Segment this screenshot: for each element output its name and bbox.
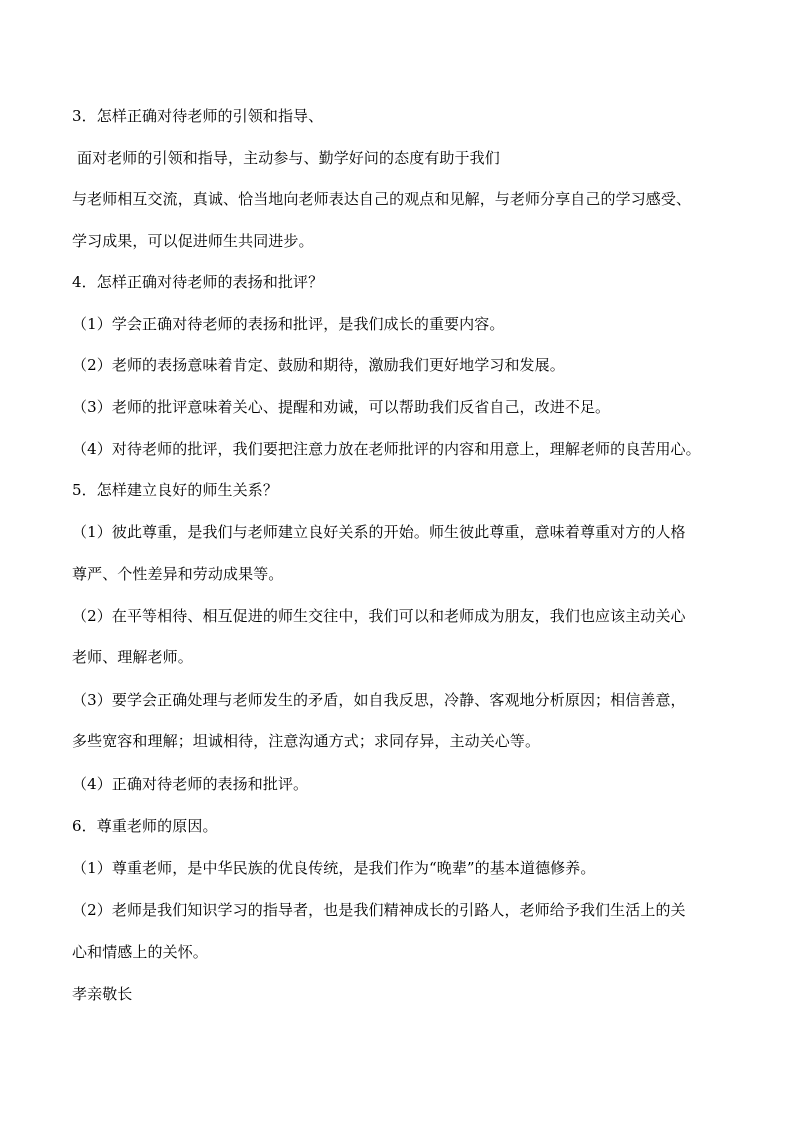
list-item: （1）尊重老师，是中华民族的优良传统，是我们作为“晚辈”的基本道德修养。 xyxy=(72,859,596,877)
list-item: （3）要学会正确处理与老师发生的矛盾，如自我反思，冷静、客观地分析原因；相信善意， xyxy=(72,691,686,709)
list-item: （1）学会正确对待老师的表扬和批评，是我们成长的重要内容。 xyxy=(72,315,505,333)
list-item-continuation: 老师、理解老师。 xyxy=(72,648,193,666)
list-item: （4）对待老师的批评，我们要把注意力放在老师批评的内容和用意上，理解老师的良苦用心。 xyxy=(72,440,701,458)
heading-5: 5．怎样建立良好的师生关系？ xyxy=(72,481,278,499)
list-item: （2）老师的表扬意味着肯定、鼓励和期待，激励我们更好地学习和发展。 xyxy=(72,356,565,374)
list-item: （2）老师是我们知识学习的指导者，也是我们精神成长的引路人，老师给予我们生活上的关 xyxy=(72,901,686,919)
section-title: 孝亲敬长 xyxy=(72,985,133,1003)
list-item: （2）在平等相待、相互促进的师生交往中，我们可以和老师成为朋友，我们也应该主动关心 xyxy=(72,607,686,625)
paragraph-line: 与老师相互交流，真诚、恰当地向老师表达自己的观点和见解，与老师分享自己的学习感受、 xyxy=(72,190,692,208)
heading-3: 3．怎样正确对待老师的引领和指导、 xyxy=(72,107,324,125)
list-item: （4）正确对待老师的表扬和批评。 xyxy=(72,775,309,793)
list-item-continuation: 心和情感上的关怀。 xyxy=(72,943,208,961)
list-item-continuation: 多些宽容和理解；坦诚相待，注意沟通方式；求同存异，主动关心等。 xyxy=(72,732,541,750)
heading-6: 6．尊重老师的原因。 xyxy=(72,817,218,835)
list-item: （3）老师的批评意味着关心、提醒和劝诫，可以帮助我们反省自己，改进不足。 xyxy=(72,398,611,416)
list-item: （1）彼此尊重，是我们与老师建立良好关系的开始。师生彼此尊重，意味着尊重对方的人格 xyxy=(72,523,686,541)
heading-4: 4．怎样正确对待老师的表扬和批评？ xyxy=(72,273,324,291)
paragraph-line: 学习成果，可以促进师生共同进步。 xyxy=(72,232,314,250)
list-item-continuation: 尊严、个性差异和劳动成果等。 xyxy=(72,565,284,583)
paragraph-line: 面对老师的引领和指导，主动参与、勤学好问的态度有助于我们 xyxy=(77,149,500,167)
